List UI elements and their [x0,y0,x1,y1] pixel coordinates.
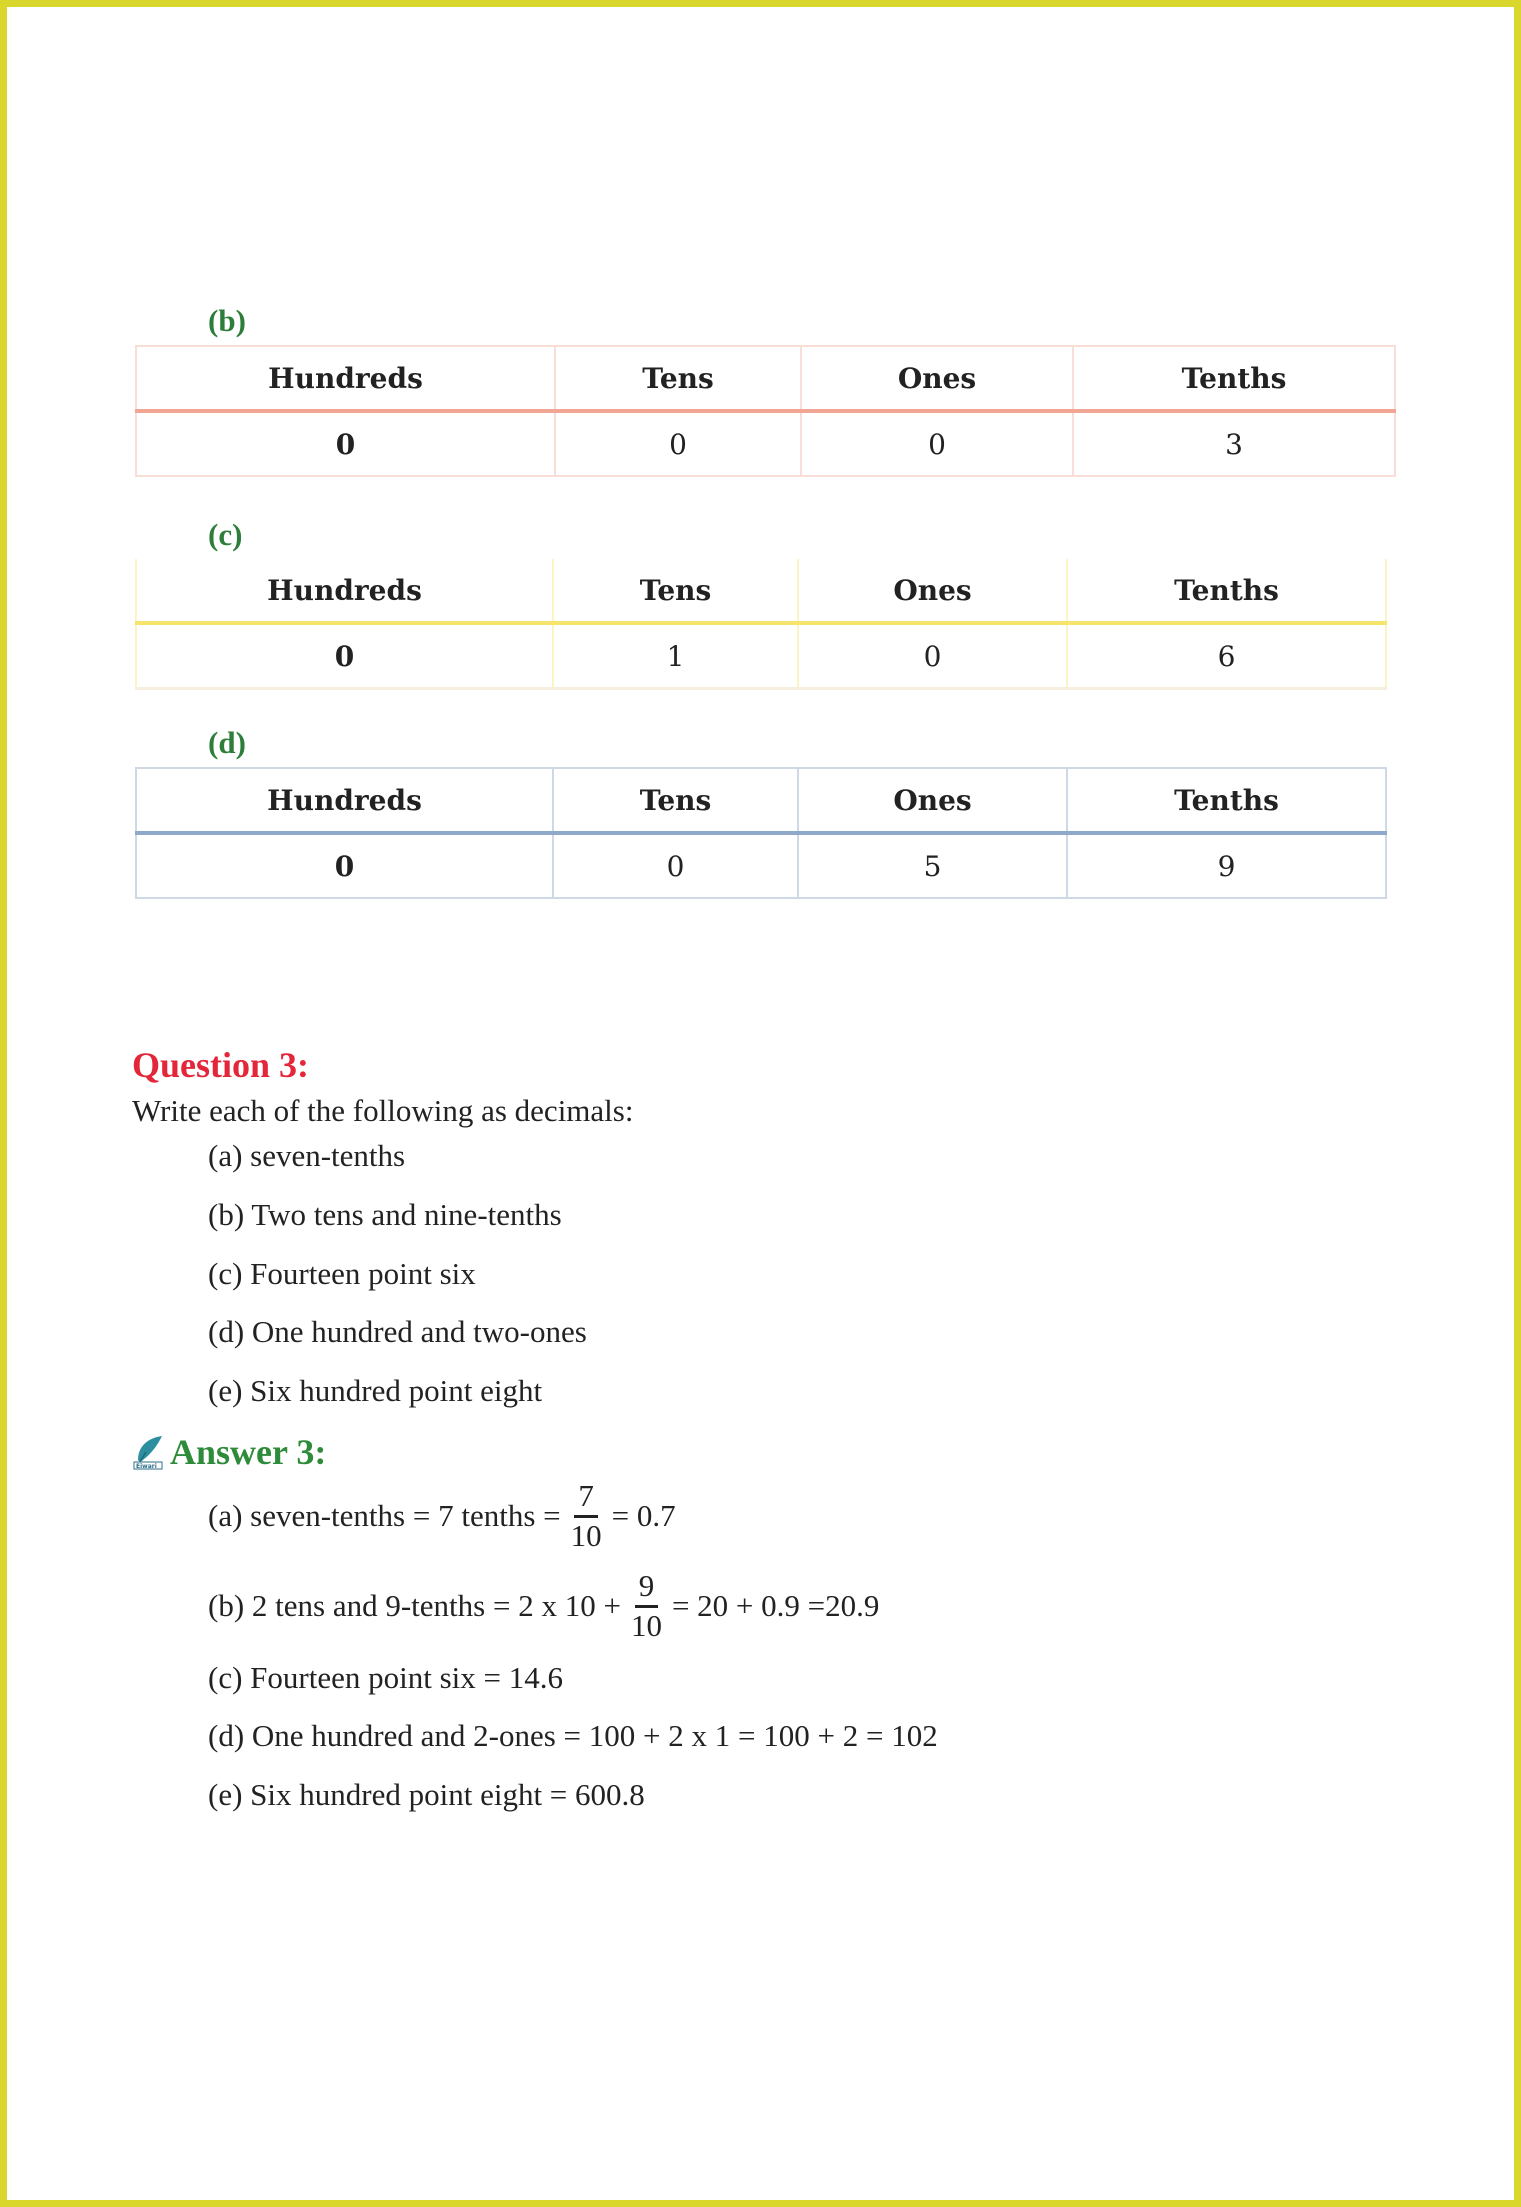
cell-tens: 1 [553,623,798,689]
table-header-row [136,768,1386,833]
fraction-denominator: 10 [630,1607,662,1643]
answer-a-prefix: (a) seven-tenths = 7 tenths = [208,1498,561,1534]
answer-heading [132,1431,326,1473]
cell-hundreds: 0 [136,623,553,689]
answer-a-result: = 0.7 [611,1498,676,1534]
answer-b-prefix: (b) 2 tens and 9-tenths = 2 x 10 + [208,1588,621,1624]
question-prompt: Write each of the following as decimals: [132,1093,634,1128]
cell-tenths: 6 [1067,623,1386,689]
fraction-numerator: 7 [574,1480,598,1518]
fraction-numerator: 9 [635,1570,659,1608]
table-header-row [136,346,1395,411]
fraction-9-10 [631,1570,662,1642]
table-row [136,411,1395,476]
answer-b [208,1570,879,1642]
answer-b-result: = 20 + 0.9 =20.9 [671,1588,880,1624]
header-ones: Ones [798,559,1067,623]
answer-e: (e) Six hundred point eight = 600.8 [208,1777,645,1812]
part-label-b: (b) [208,303,246,338]
fraction-denominator: 10 [570,1517,602,1553]
table-row [136,833,1386,898]
feather-logo-icon [132,1434,166,1470]
cell-ones: 0 [798,623,1067,689]
header-tenths: Tenths [1067,559,1386,623]
header-ones: Ones [798,768,1067,833]
question-item-a: (a) seven-tenths [208,1138,406,1173]
header-tenths: Tenths [1073,346,1395,411]
place-value-table-c [135,559,1387,690]
table-row [136,623,1386,689]
question-item-c: (c) Fourteen point six [208,1256,476,1291]
header-hundreds: Hundreds [136,768,553,833]
answer-d: (d) One hundred and 2-ones = 100 + 2 x 1 = 100 + 2 = 102 [208,1718,938,1753]
question-title: Question 3: [132,1045,310,1085]
header-ones: Ones [801,346,1073,411]
svg-text:Eiwari: Eiwari [136,1463,157,1470]
question-item-b: (b) Two tens and nine-tenths [208,1197,562,1232]
header-hundreds: Hundreds [136,346,555,411]
header-tenths: Tenths [1067,768,1386,833]
cell-hundreds: 0 [136,411,555,476]
header-tens: Tens [553,768,798,833]
question-item-e: (e) Six hundred point eight [208,1373,543,1408]
cell-tenths: 3 [1073,411,1395,476]
fraction-7-10 [571,1480,602,1552]
answer-a [208,1480,676,1552]
question-item-d: (d) One hundred and two-ones [208,1314,587,1349]
answer-c: (c) Fourteen point six = 14.6 [208,1660,563,1695]
header-hundreds: Hundreds [136,559,553,623]
cell-tens: 0 [555,411,801,476]
cell-ones: 5 [798,833,1067,898]
cell-tens: 0 [553,833,798,898]
answer-title: Answer 3: [170,1432,327,1472]
cell-tenths: 9 [1067,833,1386,898]
part-label-d: (d) [208,725,246,760]
place-value-table-d [135,767,1387,899]
cell-ones: 0 [801,411,1073,476]
place-value-table-b [135,345,1396,477]
header-tens: Tens [555,346,801,411]
cell-hundreds: 0 [136,833,553,898]
part-label-c: (c) [208,517,243,552]
header-tens: Tens [553,559,798,623]
table-header-row [136,559,1386,623]
